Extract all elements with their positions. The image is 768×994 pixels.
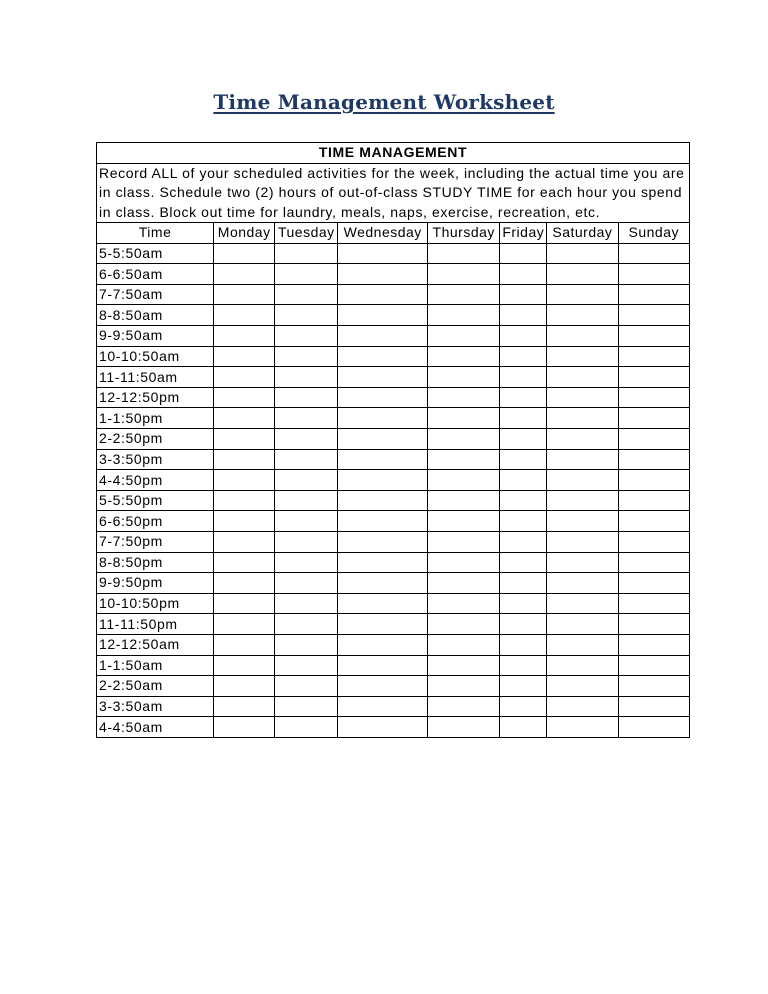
schedule-cell-saturday[interactable] [547, 367, 618, 388]
time-slot-label: 11-11:50pm [97, 614, 214, 635]
time-slot-label: 9-9:50am [97, 326, 214, 347]
schedule-cell-monday[interactable] [214, 243, 275, 264]
schedule-cell-tuesday[interactable] [275, 593, 338, 614]
schedule-cell-thursday[interactable] [428, 408, 500, 429]
schedule-cell-saturday[interactable] [547, 264, 618, 285]
table-row [97, 408, 690, 429]
schedule-cell-wednesday[interactable] [338, 264, 428, 285]
table-row [97, 552, 690, 573]
schedule-cell-saturday[interactable] [547, 305, 618, 326]
schedule-cell-tuesday[interactable] [275, 614, 338, 635]
day-header-tuesday: Tuesday [275, 223, 338, 244]
schedule-cell-wednesday[interactable] [338, 470, 428, 491]
table-row [97, 573, 690, 594]
schedule-cell-monday[interactable] [214, 573, 275, 594]
schedule-cell-monday[interactable] [214, 429, 275, 450]
schedule-cell-tuesday[interactable] [275, 449, 338, 470]
schedule-cell-thursday[interactable] [428, 490, 500, 511]
schedule-cell-sunday[interactable] [618, 552, 689, 573]
schedule-cell-friday[interactable] [500, 367, 547, 388]
schedule-cell-thursday[interactable] [428, 429, 500, 450]
schedule-cell-friday[interactable] [500, 511, 547, 532]
schedule-cell-sunday[interactable] [618, 326, 689, 347]
time-slot-label: 10-10:50pm [97, 593, 214, 614]
table-row [97, 243, 690, 264]
schedule-cell-friday[interactable] [500, 387, 547, 408]
schedule-cell-sunday[interactable] [618, 408, 689, 429]
time-slot-label: 7-7:50am [97, 284, 214, 305]
schedule-cell-saturday[interactable] [547, 614, 618, 635]
time-slot-label: 1-1:50pm [97, 408, 214, 429]
schedule-cell-friday[interactable] [500, 655, 547, 676]
schedule-cell-saturday[interactable] [547, 284, 618, 305]
schedule-cell-saturday[interactable] [547, 346, 618, 367]
schedule-cell-tuesday[interactable] [275, 264, 338, 285]
schedule-cell-sunday[interactable] [618, 717, 689, 738]
schedule-cell-wednesday[interactable] [338, 717, 428, 738]
schedule-cell-saturday[interactable] [547, 634, 618, 655]
table-row [97, 284, 690, 305]
schedule-cell-thursday[interactable] [428, 532, 500, 553]
schedule-cell-tuesday[interactable] [275, 429, 338, 450]
schedule-cell-monday[interactable] [214, 676, 275, 697]
table-row [97, 593, 690, 614]
schedule-cell-saturday[interactable] [547, 490, 618, 511]
schedule-cell-wednesday[interactable] [338, 490, 428, 511]
schedule-cell-tuesday[interactable] [275, 573, 338, 594]
schedule-cell-sunday[interactable] [618, 243, 689, 264]
schedule-cell-thursday[interactable] [428, 264, 500, 285]
schedule-cell-thursday[interactable] [428, 284, 500, 305]
schedule-cell-saturday[interactable] [547, 593, 618, 614]
schedule-cell-monday[interactable] [214, 367, 275, 388]
schedule-cell-wednesday[interactable] [338, 696, 428, 717]
schedule-cell-wednesday[interactable] [338, 573, 428, 594]
schedule-cell-tuesday[interactable] [275, 532, 338, 553]
table-row [97, 634, 690, 655]
schedule-cell-monday[interactable] [214, 326, 275, 347]
schedule-cell-sunday[interactable] [618, 614, 689, 635]
schedule-cell-wednesday[interactable] [338, 367, 428, 388]
schedule-cell-wednesday[interactable] [338, 676, 428, 697]
schedule-cell-sunday[interactable] [618, 696, 689, 717]
schedule-cell-saturday[interactable] [547, 470, 618, 491]
time-slot-label: 10-10:50am [97, 346, 214, 367]
schedule-cell-thursday[interactable] [428, 573, 500, 594]
schedule-cell-tuesday[interactable] [275, 696, 338, 717]
schedule-cell-thursday[interactable] [428, 676, 500, 697]
schedule-cell-thursday[interactable] [428, 655, 500, 676]
schedule-cell-thursday[interactable] [428, 593, 500, 614]
schedule-cell-sunday[interactable] [618, 305, 689, 326]
schedule-cell-tuesday[interactable] [275, 284, 338, 305]
schedule-cell-sunday[interactable] [618, 532, 689, 553]
schedule-cell-tuesday[interactable] [275, 634, 338, 655]
time-management-table [96, 142, 690, 738]
schedule-cell-monday[interactable] [214, 470, 275, 491]
table-row [97, 470, 690, 491]
schedule-body [97, 243, 690, 737]
table-row [97, 346, 690, 367]
schedule-cell-saturday[interactable] [547, 696, 618, 717]
schedule-cell-friday[interactable] [500, 614, 547, 635]
schedule-cell-sunday[interactable] [618, 676, 689, 697]
schedule-cell-friday[interactable] [500, 243, 547, 264]
time-column-header: Time [97, 223, 214, 244]
day-header-saturday: Saturday [547, 223, 618, 244]
schedule-cell-thursday[interactable] [428, 243, 500, 264]
schedule-cell-wednesday[interactable] [338, 634, 428, 655]
schedule-cell-thursday[interactable] [428, 367, 500, 388]
schedule-cell-tuesday[interactable] [275, 387, 338, 408]
table-row [97, 511, 690, 532]
schedule-cell-tuesday[interactable] [275, 552, 338, 573]
schedule-cell-tuesday[interactable] [275, 346, 338, 367]
table-row [97, 614, 690, 635]
page-title: Time Management Worksheet [213, 90, 555, 114]
time-slot-label: 8-8:50am [97, 305, 214, 326]
schedule-cell-monday[interactable] [214, 284, 275, 305]
time-slot-label: 4-4:50pm [97, 470, 214, 491]
schedule-cell-friday[interactable] [500, 429, 547, 450]
time-slot-label: 3-3:50pm [97, 449, 214, 470]
table-row [97, 532, 690, 553]
time-slot-label: 12-12:50am [97, 634, 214, 655]
schedule-cell-wednesday[interactable] [338, 552, 428, 573]
table-row [97, 367, 690, 388]
schedule-cell-friday[interactable] [500, 305, 547, 326]
time-slot-label: 5-5:50am [97, 243, 214, 264]
schedule-cell-wednesday[interactable] [338, 511, 428, 532]
schedule-cell-wednesday[interactable] [338, 429, 428, 450]
schedule-cell-sunday[interactable] [618, 573, 689, 594]
schedule-cell-sunday[interactable] [618, 470, 689, 491]
schedule-cell-thursday[interactable] [428, 614, 500, 635]
schedule-cell-saturday[interactable] [547, 717, 618, 738]
day-header-thursday: Thursday [428, 223, 500, 244]
time-slot-label: 4-4:50am [97, 717, 214, 738]
schedule-cell-wednesday[interactable] [338, 593, 428, 614]
day-header-sunday: Sunday [618, 223, 689, 244]
time-slot-label: 12-12:50pm [97, 387, 214, 408]
schedule-cell-sunday[interactable] [618, 593, 689, 614]
schedule-cell-tuesday[interactable] [275, 511, 338, 532]
schedule-cell-friday[interactable] [500, 346, 547, 367]
schedule-cell-friday[interactable] [500, 490, 547, 511]
schedule-cell-sunday[interactable] [618, 490, 689, 511]
schedule-cell-tuesday[interactable] [275, 326, 338, 347]
schedule-cell-wednesday[interactable] [338, 655, 428, 676]
schedule-cell-saturday[interactable] [547, 573, 618, 594]
time-slot-label: 9-9:50pm [97, 573, 214, 594]
table-row [97, 696, 690, 717]
schedule-cell-monday[interactable] [214, 511, 275, 532]
schedule-cell-saturday[interactable] [547, 408, 618, 429]
schedule-cell-friday[interactable] [500, 717, 547, 738]
schedule-cell-tuesday[interactable] [275, 717, 338, 738]
schedule-cell-friday[interactable] [500, 676, 547, 697]
schedule-cell-monday[interactable] [214, 593, 275, 614]
schedule-cell-friday[interactable] [500, 593, 547, 614]
table-row [97, 264, 690, 285]
schedule-cell-saturday[interactable] [547, 429, 618, 450]
schedule-cell-monday[interactable] [214, 408, 275, 429]
schedule-cell-tuesday[interactable] [275, 490, 338, 511]
schedule-cell-sunday[interactable] [618, 511, 689, 532]
schedule-cell-tuesday[interactable] [275, 655, 338, 676]
schedule-cell-saturday[interactable] [547, 449, 618, 470]
table-row [97, 717, 690, 738]
schedule-cell-saturday[interactable] [547, 676, 618, 697]
schedule-cell-monday[interactable] [214, 305, 275, 326]
schedule-cell-thursday[interactable] [428, 305, 500, 326]
schedule-cell-sunday[interactable] [618, 429, 689, 450]
schedule-cell-monday[interactable] [214, 634, 275, 655]
schedule-cell-wednesday[interactable] [338, 614, 428, 635]
schedule-cell-tuesday[interactable] [275, 305, 338, 326]
time-slot-label: 5-5:50pm [97, 490, 214, 511]
schedule-cell-saturday[interactable] [547, 243, 618, 264]
table-row [97, 326, 690, 347]
time-slot-label: 1-1:50am [97, 655, 214, 676]
time-slot-label: 6-6:50pm [97, 511, 214, 532]
schedule-cell-thursday[interactable] [428, 552, 500, 573]
schedule-cell-friday[interactable] [500, 573, 547, 594]
schedule-cell-monday[interactable] [214, 696, 275, 717]
schedule-cell-friday[interactable] [500, 552, 547, 573]
schedule-cell-tuesday[interactable] [275, 367, 338, 388]
schedule-cell-monday[interactable] [214, 387, 275, 408]
schedule-cell-wednesday[interactable] [338, 305, 428, 326]
table-row [97, 655, 690, 676]
schedule-cell-thursday[interactable] [428, 470, 500, 491]
schedule-cell-monday[interactable] [214, 490, 275, 511]
schedule-cell-saturday[interactable] [547, 511, 618, 532]
schedule-cell-thursday[interactable] [428, 717, 500, 738]
table-instructions: Record ALL of your scheduled activities for the week, including the actual time you are in class. Schedule two (2) hours of out-of-class STUDY TIME for each hour you spend in class. Block out time for laundry, meals, naps, exercise, recreation, etc. [97, 163, 690, 223]
schedule-cell-saturday[interactable] [547, 387, 618, 408]
time-slot-label: 8-8:50pm [97, 552, 214, 573]
table-heading: TIME MANAGEMENT [97, 143, 690, 164]
schedule-cell-thursday[interactable] [428, 326, 500, 347]
schedule-cell-wednesday[interactable] [338, 532, 428, 553]
schedule-cell-wednesday[interactable] [338, 284, 428, 305]
schedule-cell-tuesday[interactable] [275, 470, 338, 491]
time-slot-label: 11-11:50am [97, 367, 214, 388]
schedule-cell-friday[interactable] [500, 284, 547, 305]
schedule-cell-sunday[interactable] [618, 655, 689, 676]
schedule-cell-friday[interactable] [500, 326, 547, 347]
table-row [97, 490, 690, 511]
schedule-cell-saturday[interactable] [547, 552, 618, 573]
schedule-cell-friday[interactable] [500, 449, 547, 470]
day-header-monday: Monday [214, 223, 275, 244]
schedule-cell-sunday[interactable] [618, 264, 689, 285]
schedule-cell-monday[interactable] [214, 614, 275, 635]
schedule-cell-sunday[interactable] [618, 449, 689, 470]
schedule-cell-wednesday[interactable] [338, 346, 428, 367]
schedule-cell-thursday[interactable] [428, 634, 500, 655]
schedule-cell-sunday[interactable] [618, 346, 689, 367]
schedule-cell-wednesday[interactable] [338, 408, 428, 429]
schedule-cell-monday[interactable] [214, 532, 275, 553]
schedule-cell-wednesday[interactable] [338, 449, 428, 470]
schedule-cell-friday[interactable] [500, 532, 547, 553]
schedule-cell-tuesday[interactable] [275, 243, 338, 264]
day-header-friday: Friday [500, 223, 547, 244]
schedule-cell-sunday[interactable] [618, 387, 689, 408]
table-row [97, 305, 690, 326]
schedule-cell-thursday[interactable] [428, 346, 500, 367]
schedule-cell-friday[interactable] [500, 264, 547, 285]
schedule-cell-friday[interactable] [500, 470, 547, 491]
table-row [97, 387, 690, 408]
schedule-cell-friday[interactable] [500, 696, 547, 717]
time-slot-label: 6-6:50am [97, 264, 214, 285]
schedule-cell-wednesday[interactable] [338, 387, 428, 408]
time-slot-label: 3-3:50am [97, 696, 214, 717]
schedule-cell-thursday[interactable] [428, 449, 500, 470]
schedule-cell-thursday[interactable] [428, 387, 500, 408]
schedule-cell-tuesday[interactable] [275, 676, 338, 697]
schedule-cell-sunday[interactable] [618, 367, 689, 388]
day-header-row [97, 223, 690, 244]
schedule-cell-sunday[interactable] [618, 634, 689, 655]
schedule-cell-monday[interactable] [214, 449, 275, 470]
table-row [97, 676, 690, 697]
time-slot-label: 2-2:50am [97, 676, 214, 697]
schedule-cell-friday[interactable] [500, 634, 547, 655]
schedule-cell-monday[interactable] [214, 552, 275, 573]
schedule-cell-sunday[interactable] [618, 284, 689, 305]
table-row [97, 429, 690, 450]
schedule-cell-wednesday[interactable] [338, 326, 428, 347]
schedule-cell-wednesday[interactable] [338, 243, 428, 264]
schedule-cell-friday[interactable] [500, 408, 547, 429]
schedule-cell-monday[interactable] [214, 264, 275, 285]
schedule-cell-monday[interactable] [214, 655, 275, 676]
schedule-cell-tuesday[interactable] [275, 408, 338, 429]
schedule-cell-saturday[interactable] [547, 655, 618, 676]
schedule-cell-saturday[interactable] [547, 326, 618, 347]
schedule-cell-monday[interactable] [214, 717, 275, 738]
day-header-wednesday: Wednesday [338, 223, 428, 244]
schedule-cell-thursday[interactable] [428, 696, 500, 717]
schedule-cell-saturday[interactable] [547, 532, 618, 553]
time-slot-label: 7-7:50pm [97, 532, 214, 553]
time-slot-label: 2-2:50pm [97, 429, 214, 450]
schedule-cell-thursday[interactable] [428, 511, 500, 532]
schedule-cell-monday[interactable] [214, 346, 275, 367]
table-row [97, 449, 690, 470]
